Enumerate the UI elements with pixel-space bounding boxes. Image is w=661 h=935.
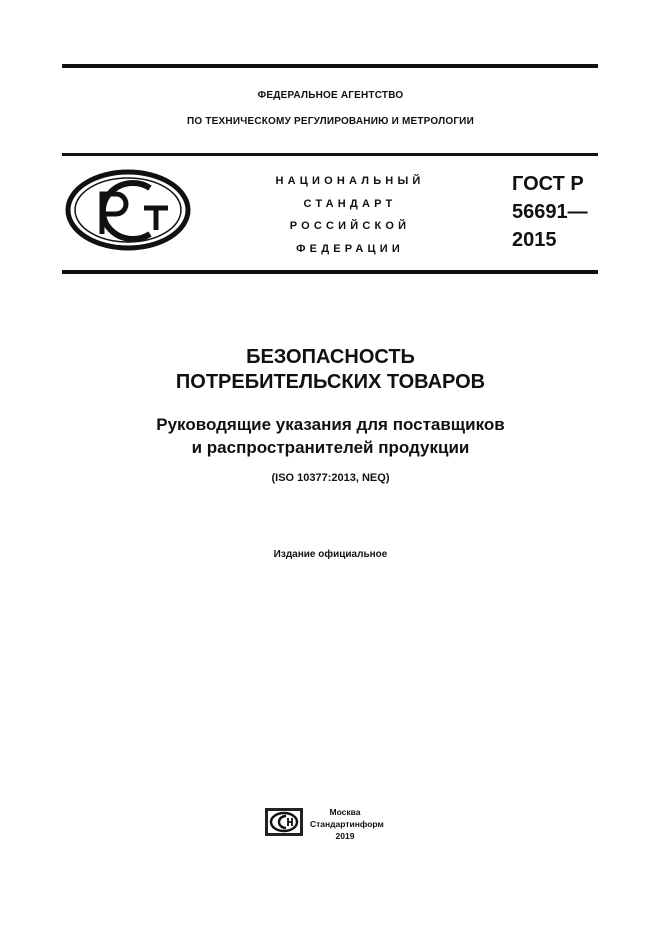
national-line-2: СТАНДАРТ (303, 197, 397, 210)
publisher-name: Стандартинформ (310, 819, 384, 829)
publisher-block (310, 806, 384, 842)
gost-line-2: 56691— (512, 201, 588, 223)
document-title (0, 345, 661, 395)
gost-line-3: 2015 (512, 229, 557, 251)
subtitle-line-1: Руководящие указания для поставщиков (156, 415, 505, 434)
iso-reference: (ISO 10377:2013, NEQ) (271, 472, 390, 484)
national-line-4: ФЕДЕРАЦИИ (296, 242, 404, 255)
rst-logo-icon (64, 168, 192, 252)
gost-line-1: ГОСТ Р (512, 173, 584, 195)
standartinform-logo-icon (264, 807, 304, 837)
top-rule (62, 64, 598, 68)
edition-label: Издание официальное (273, 549, 388, 560)
header-rule-lower (62, 270, 598, 274)
gost-number (512, 170, 588, 254)
header-rule-upper (62, 153, 598, 156)
title-line-2: ПОТРЕБИТЕЛЬСКИХ ТОВАРОВ (175, 371, 486, 393)
title-line-1: БЕЗОПАСНОСТЬ (246, 346, 415, 368)
national-line-3: РОССИЙСКОЙ (289, 220, 411, 232)
subtitle-line-2: и распространителей продукции (191, 438, 470, 457)
national-line-1: НАЦИОНАЛЬНЫЙ (275, 175, 425, 187)
publisher-city: Москва (329, 807, 361, 817)
publisher-year: 2019 (335, 831, 355, 841)
document-subtitle (0, 413, 661, 459)
agency-line-1: ФЕДЕРАЛЬНОЕ АГЕНТСТВО (257, 90, 404, 101)
agency-line-2: ПО ТЕХНИЧЕСКОМУ РЕГУЛИРОВАНИЮ И МЕТРОЛОГИИ (187, 116, 474, 127)
national-standard-block (245, 170, 455, 260)
